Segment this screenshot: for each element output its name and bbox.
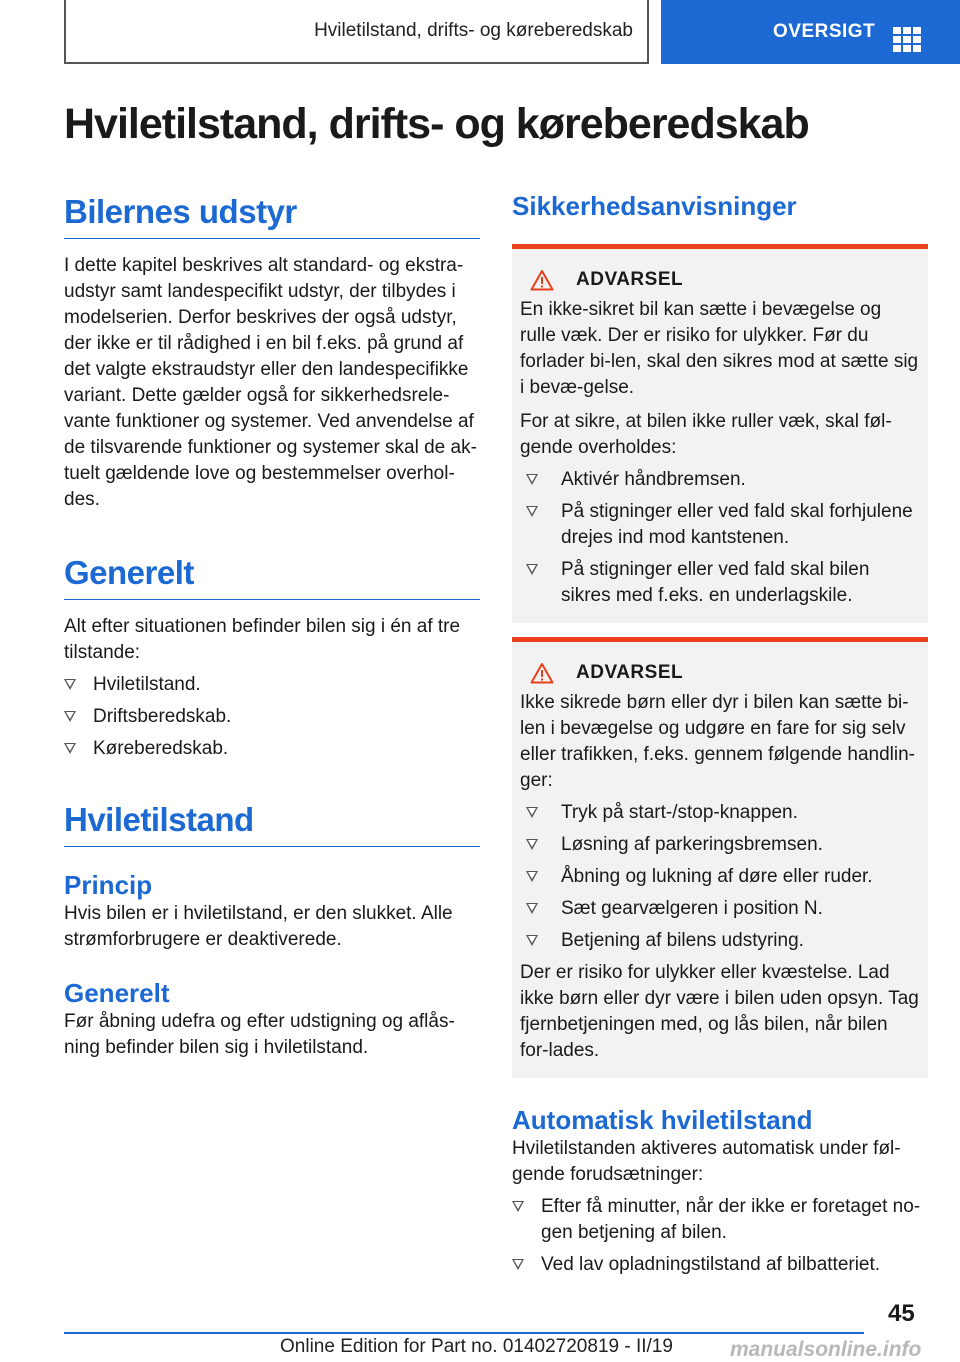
left-column: [64, 192, 480, 1061]
triangle-bullet-icon: [64, 743, 76, 754]
subheading-sikkerhed: Sikkerhedsanvisninger: [512, 191, 797, 221]
watermark: manualsonline.info: [730, 1338, 922, 1361]
list-item: Køreberedskab.: [64, 736, 480, 762]
warning-header: [520, 269, 920, 291]
paragraph-udstyr: I dette kapitel beskrives alt standard- og ekstra-udstyr samt landespecifikt udstyr, der tilbydes i modelserien. Derfor beskrives der også udstyr, der ikke er til rådighed i en bil f.eks. på grund af det valgte ekstraudstyr eller den landespecifikke variant. Dette gælder også for sikkerhedsrele-vante funktioner og systemer. Ved anvendelse af de tilsvarende funktioner og systemer skal de ak-tuelt gældende love og bestemmelser overhol-des.: [64, 255, 477, 510]
warning-list: [520, 800, 920, 954]
warning-text: En ikke-sikret bil kan sætte i bevægelse og rulle væk. Der er risiko for ulykker. Før du forlader bi-len, skal den sikres mod at sætte sig i bevæ-gelse.: [520, 299, 919, 398]
warning-label: ADVARSEL: [576, 269, 684, 290]
overview-label: OVERSIGT: [773, 21, 876, 42]
paragraph-princip: Hvis bilen er i hviletilstand, er den slukket. Alle strømforbrugere er deaktiverede.: [64, 903, 453, 950]
warning-box: [512, 637, 928, 1078]
list-item: Åbning og lukning af døre eller ruder.: [526, 864, 920, 890]
header-section-tab: [64, 0, 649, 64]
triangle-bullet-icon: [526, 564, 538, 575]
triangle-bullet-icon: [526, 935, 538, 946]
paragraph-automatisk: Hviletilstanden aktiveres automatisk under føl-gende forudsætninger:: [512, 1138, 901, 1185]
subheading-princip: Princip: [64, 870, 153, 900]
footer-edition: Online Edition for Part no. 01402720819 - II/19: [280, 1336, 673, 1357]
triangle-bullet-icon: [512, 1259, 524, 1270]
list-item: På stigninger eller ved fald skal forhjulene drejes ind mod kantstenen.: [526, 499, 920, 551]
page-title: Hviletilstand, drifts- og køreberedskab: [64, 100, 809, 148]
warning-triangle-icon: [530, 662, 554, 684]
list-item: Driftsberedskab.: [64, 704, 480, 730]
header-section-title: Hviletilstand, drifts- og køreberedskab: [314, 20, 633, 41]
page-number: 45: [888, 1300, 915, 1327]
subheading-automatisk: Automatisk hviletilstand: [512, 1105, 813, 1135]
list-item: Betjening af bilens udstyring.: [526, 928, 920, 954]
section-heading-udstyr: Bilernes udstyr: [64, 192, 480, 239]
list-item: Løsning af parkeringsbremsen.: [526, 832, 920, 858]
triangle-bullet-icon: [526, 839, 538, 850]
list-item: På stigninger eller ved fald skal bilen sikres med f.eks. en underlagskile.: [526, 557, 920, 609]
triangle-bullet-icon: [526, 474, 538, 485]
warning-text: Der er risiko for ulykker eller kvæstelse. Lad ikke børn eller dyr være i bilen uden opsyn. Tag fjernbetjeningen med, og lås bilen, når bilen for-lades.: [520, 962, 919, 1061]
list-item: Efter få minutter, når der ikke er foretaget no-gen betjening af bilen.: [512, 1194, 928, 1246]
list-item: Aktivér håndbremsen.: [526, 467, 920, 493]
triangle-bullet-icon: [64, 679, 76, 690]
footer-divider: [64, 1332, 864, 1334]
auto-list: [512, 1194, 928, 1278]
triangle-bullet-icon: [64, 711, 76, 722]
section-heading-hviletilstand: Hviletilstand: [64, 800, 480, 847]
section-heading-generelt: Generelt: [64, 553, 480, 600]
state-list: [64, 672, 480, 762]
triangle-bullet-icon: [526, 807, 538, 818]
list-item: Hviletilstand.: [64, 672, 480, 698]
triangle-bullet-icon: [512, 1201, 524, 1212]
subheading-generelt: Generelt: [64, 978, 170, 1008]
warning-header: [520, 662, 920, 684]
list-item: Ved lav opladningstilstand af bilbatteriet.: [512, 1252, 928, 1278]
triangle-bullet-icon: [526, 506, 538, 517]
warning-text: Ikke sikrede børn eller dyr i bilen kan sætte bi-len i bevægelse og udgøre en fare for sig selv eller trafikken, f.eks. gennem følgende handlin-ger:: [520, 692, 915, 791]
warning-text: For at sikre, at bilen ikke ruller væk, skal føl-gende overholdes:: [520, 411, 892, 458]
triangle-bullet-icon: [526, 903, 538, 914]
triangle-bullet-icon: [526, 871, 538, 882]
right-column: [512, 190, 928, 1278]
warning-label: ADVARSEL: [576, 662, 684, 683]
warning-triangle-icon: [530, 269, 554, 291]
warning-box: [512, 244, 928, 623]
grid-icon[interactable]: [893, 27, 921, 53]
paragraph-hvile-generelt: Før åbning udefra og efter udstigning og aflås-ning befinder bilen sig i hviletilstand.: [64, 1011, 455, 1058]
list-item: Tryk på start-/stop-knappen.: [526, 800, 920, 826]
paragraph-generelt: Alt efter situationen befinder bilen sig i én af tre tilstande:: [64, 616, 461, 663]
warning-list: [520, 467, 920, 609]
list-item: Sæt gearvælgeren i position N.: [526, 896, 920, 922]
